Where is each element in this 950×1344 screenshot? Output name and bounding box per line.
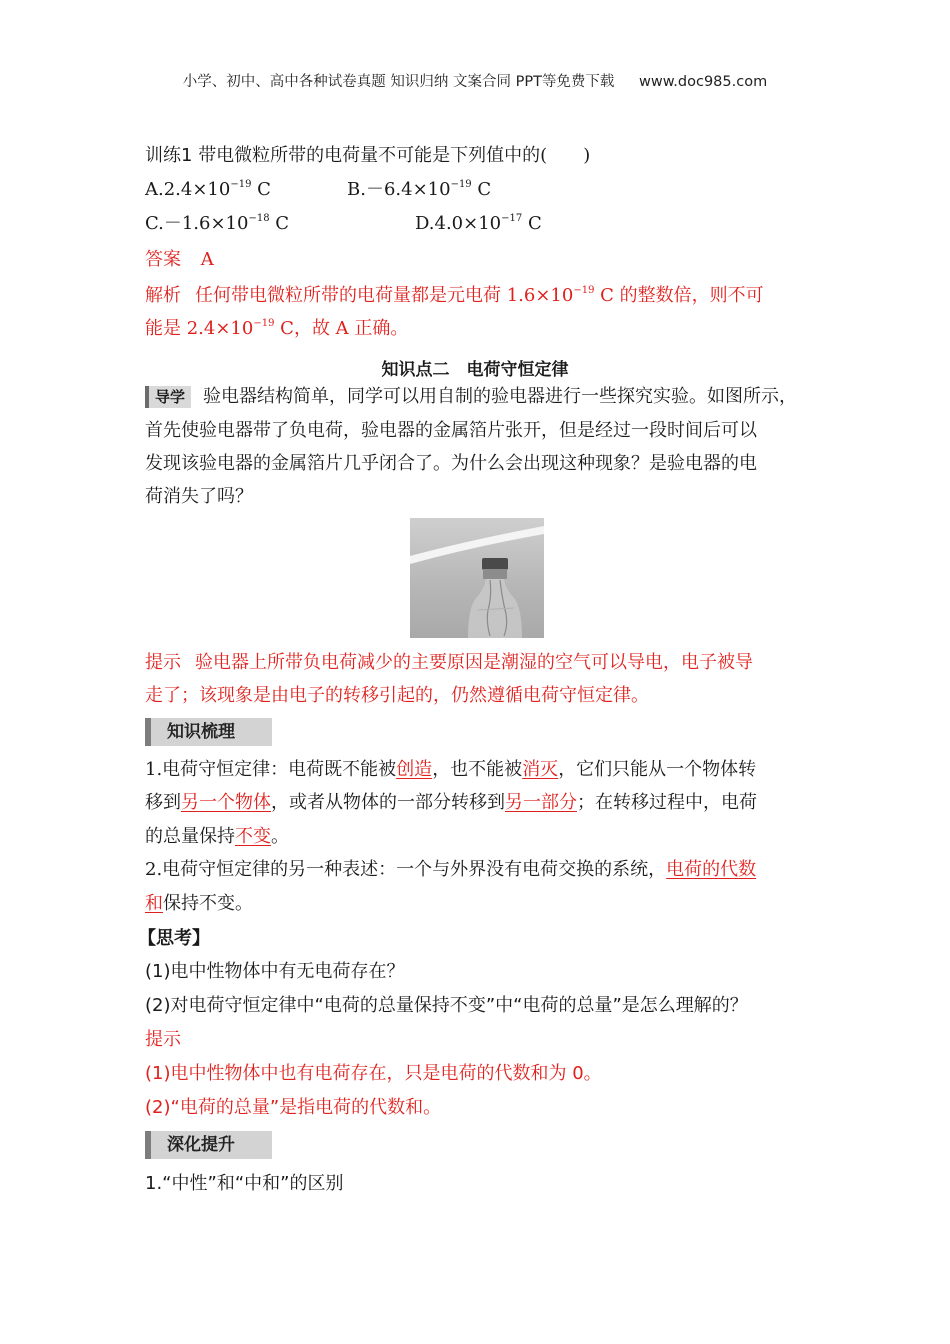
knowledge-bar: 知识梳理 <box>145 718 272 746</box>
hint-line-1: 提示 验电器上所带负电荷减少的主要原因是潮湿的空气可以导电，电子被导 <box>145 652 753 673</box>
deepen-item-1: 1.“中性”和“中和”的区别 <box>145 1173 344 1194</box>
think-a2: (2)“电荷的总量”是指电荷的代数和。 <box>145 1097 442 1118</box>
exercise-question-text: 带电微粒所带的电荷量不可能是下列值中的( ) <box>198 145 591 166</box>
hint-label: 提示 <box>145 652 181 673</box>
analysis-line-1: 解析 任何带电微粒所带的电荷量都是元电荷 $1.6\times 10^{-19}$ C 的整数倍，则不可 <box>145 285 764 306</box>
header-text: 小学、初中、高中各种试卷真题 知识归纳 文案合同 PPT等免费下载 <box>182 74 615 90</box>
think-hint-label: 提示 <box>145 1029 181 1050</box>
section-title: 知识点二 电荷守恒定律 <box>381 360 569 380</box>
think-q2: (2)对电荷守恒定律中“电荷的总量保持不变”中“电荷的总量”是怎么理解的？ <box>145 995 748 1016</box>
option-b: $B.-6.4\times 10^{-19}$ C <box>347 179 492 200</box>
exercise-question <box>145 144 590 168</box>
exercise-title: 训练1 <box>145 145 193 166</box>
page-header <box>0 70 950 91</box>
electroscope-illustration <box>410 518 544 638</box>
answer-label: 答案 <box>145 249 181 270</box>
guide-tag: 导学 <box>145 386 191 408</box>
knowledge-p2-line-1: 2.电荷守恒定律的另一种表述：一个与外界没有电荷交换的系统，电荷的代数 <box>145 859 757 880</box>
option-d: $D.4.0\times 10^{-17}$ C <box>415 213 542 234</box>
guide-line-4: 荷消失了吗？ <box>145 486 253 507</box>
knowledge-p1-line-2: 移到另一个物体，或者从物体的一部分转移到另一部分；在转移过程中，电荷 <box>145 792 757 813</box>
guide-line-1: 导学 验电器结构简单，同学可以用自制的验电器进行一些探究实验。如图所示， <box>145 385 797 409</box>
answer-value: A <box>200 249 214 270</box>
answer <box>145 248 214 272</box>
think-q1: (1)电中性物体中有无电荷存在？ <box>145 961 405 982</box>
guide-line-2: 首先使验电器带了负电荷，验电器的金属箔片张开，但是经过一段时间后可以 <box>145 420 757 441</box>
option-a: $A.2.4\times 10^{-19}$ C <box>145 179 271 200</box>
analysis-line-2: 能是 $2.4\times 10^{-19}$ C，故 A 正确。 <box>145 318 409 339</box>
think-a1: (1)电中性物体中也有电荷存在，只是电荷的代数和为 0。 <box>145 1063 602 1084</box>
analysis-label: 解析 <box>145 285 181 306</box>
hint-line-2: 走了；该现象是由电子的转移引起的，仍然遵循电荷守恒定律。 <box>145 685 649 706</box>
guide-line-3: 发现该验电器的金属箔片几乎闭合了。为什么会出现这种现象？是验电器的电 <box>145 453 757 474</box>
header-url[interactable]: www.doc985.com <box>639 74 768 90</box>
knowledge-p2-line-2: 和保持不变。 <box>145 893 253 914</box>
electroscope-photo <box>410 518 544 638</box>
knowledge-p1-line-3: 的总量保持不变。 <box>145 826 289 847</box>
deepen-bar: 深化提升 <box>145 1131 272 1159</box>
option-c: $C.-1.6\times 10^{-18}$ C <box>145 213 290 234</box>
knowledge-p1-line-1: 1.电荷守恒定律：电荷既不能被创造，也不能被消灭，它们只能从一个物体转 <box>145 759 757 780</box>
think-title: 【思考】 <box>138 928 210 949</box>
